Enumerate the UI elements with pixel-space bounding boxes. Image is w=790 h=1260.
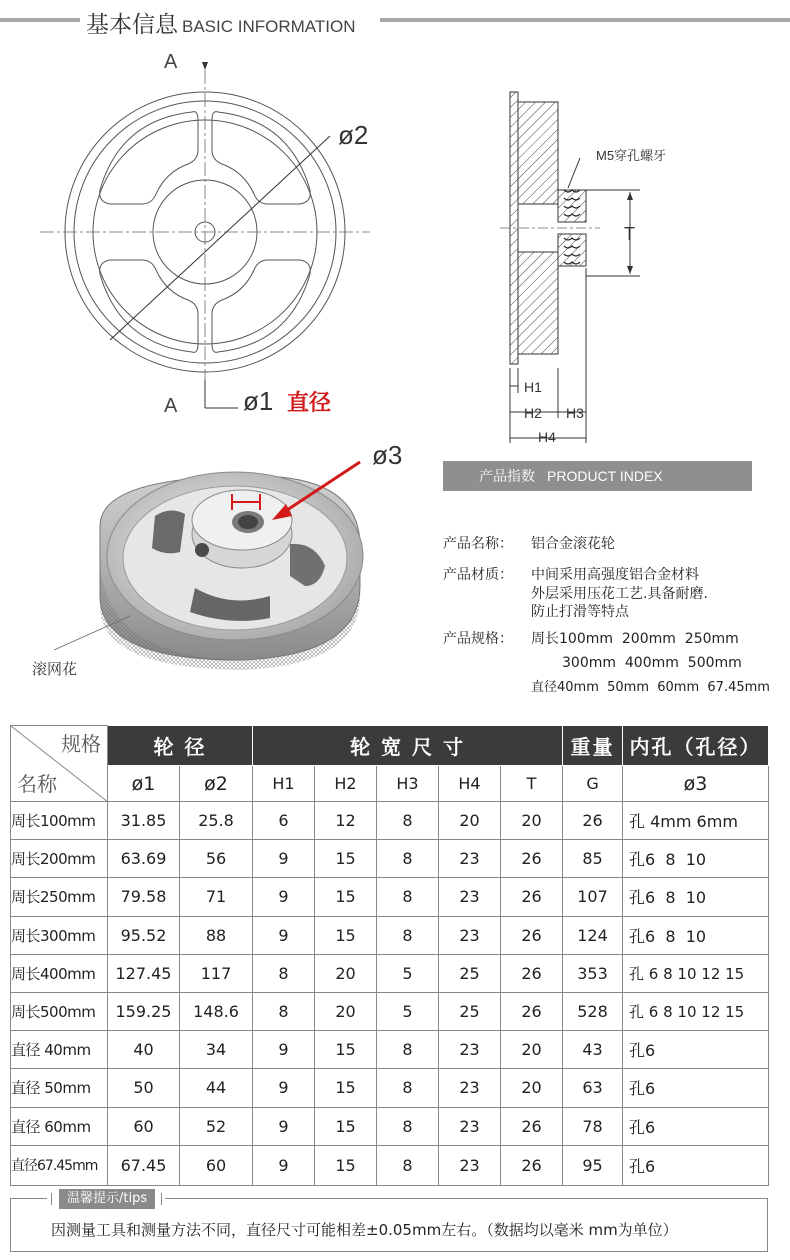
cell-h2: 15 (315, 840, 377, 878)
cell-t: 20 (501, 1031, 563, 1069)
corner-cell (11, 726, 108, 802)
cell-t: 20 (501, 802, 563, 840)
cell-phi3: 孔6 (623, 1069, 769, 1107)
cell-t: 26 (501, 992, 563, 1030)
cell-h4: 23 (439, 916, 501, 954)
cell-phi1: 31.85 (108, 802, 180, 840)
table-row (11, 1107, 769, 1145)
tips-tick-right (161, 1193, 162, 1205)
tips-text: 因测量工具和测量方法不同，直径尺寸可能相差±0.05mm左右。（数据均以毫米 mm为单位） (51, 1221, 678, 1239)
cell-h4: 23 (439, 1107, 501, 1145)
row-name: 周长500mm (11, 992, 108, 1030)
cell-phi1: 79.58 (108, 878, 180, 916)
group-header-diameter: 轮 径 (108, 726, 253, 766)
wheel-front-view (0, 40, 420, 420)
h2-label: H2 (524, 405, 542, 421)
cell-h2: 15 (315, 878, 377, 916)
group-header-bore: 内孔（孔径） (623, 726, 769, 766)
cell-h1: 8 (253, 992, 315, 1030)
h3-label: H3 (566, 405, 584, 421)
group-header-weight: 重量 (563, 726, 623, 766)
phi1-note: 直径 (287, 390, 332, 415)
table-row (11, 878, 769, 916)
cell-h4: 23 (439, 878, 501, 916)
cell-h2: 15 (315, 916, 377, 954)
header-bar-left (0, 18, 80, 22)
table-row (11, 840, 769, 878)
cell-phi3: 孔6 (623, 1107, 769, 1145)
cell-h3: 8 (377, 1031, 439, 1069)
section-label-bottom: A (164, 395, 178, 417)
cell-h4: 25 (439, 954, 501, 992)
cell-h1: 9 (253, 840, 315, 878)
tips-tag: 温馨提示/tips (59, 1189, 155, 1209)
table-row (11, 916, 769, 954)
t-label: T (624, 224, 635, 244)
cell-h3: 8 (377, 916, 439, 954)
cell-phi1: 67.45 (108, 1145, 180, 1185)
cell-phi1: 63.69 (108, 840, 180, 878)
product-spec-row-3 (531, 678, 770, 697)
cell-h4: 23 (439, 1145, 501, 1185)
product-name-label: 产品名称： (443, 536, 513, 552)
product-material-line1: 中间采用高强度铝合金材料 (531, 567, 699, 583)
wheel-illustration (20, 436, 430, 700)
row-name: 周长250mm (11, 878, 108, 916)
sub-header-phi3: ø3 (623, 766, 769, 802)
cell-phi1: 127.45 (108, 954, 180, 992)
cell-phi1: 50 (108, 1069, 180, 1107)
cell-t: 26 (501, 840, 563, 878)
cell-phi2: 44 (180, 1069, 253, 1107)
knurl-note: 滚网花 (32, 660, 78, 678)
row-name: 周长100mm (11, 802, 108, 840)
cell-phi2: 56 (180, 840, 253, 878)
sub-header-g: G (563, 766, 623, 802)
cell-h1: 9 (253, 1107, 315, 1145)
h1-label: H1 (524, 379, 542, 395)
cell-h2: 20 (315, 954, 377, 992)
cell-phi3: 孔6 8 10 (623, 916, 769, 954)
cell-h4: 25 (439, 992, 501, 1030)
cell-g: 63 (563, 1069, 623, 1107)
product-spec-row (443, 630, 739, 649)
row-name: 直径 40mm (11, 1031, 108, 1069)
cell-g: 528 (563, 992, 623, 1030)
sub-header-h2: H2 (315, 766, 377, 802)
wheel-section-view (480, 88, 680, 448)
cell-g: 124 (563, 916, 623, 954)
product-index-title-cn: 产品指数 (479, 469, 535, 485)
cell-h4: 23 (439, 840, 501, 878)
cell-h1: 9 (253, 1069, 315, 1107)
sub-header-phi1: ø1 (108, 766, 180, 802)
cell-phi3: 孔 6 8 10 12 15 (623, 992, 769, 1030)
product-spec-line3: 直径40mm 50mm 60mm 67.45mm (531, 680, 770, 695)
phi3-label: ø3 (372, 440, 403, 470)
product-material-line2: 外层采用压花工艺.具备耐磨. (531, 586, 708, 602)
cell-g: 78 (563, 1107, 623, 1145)
table-row (11, 1069, 769, 1107)
product-spec-line1: 周长100mm 200mm 250mm (531, 631, 739, 647)
table-row (11, 954, 769, 992)
section-title (86, 6, 355, 39)
cell-h4: 23 (439, 1069, 501, 1107)
product-material-line3: 防止打滑等特点 (531, 604, 629, 620)
product-material-row-3 (531, 603, 629, 622)
section-title-cn: 基本信息 (86, 12, 178, 38)
table-row (11, 802, 769, 840)
cell-phi3: 孔6 8 10 (623, 878, 769, 916)
cell-phi2: 71 (180, 878, 253, 916)
cell-g: 26 (563, 802, 623, 840)
sub-header-h4: H4 (439, 766, 501, 802)
row-name: 周长400mm (11, 954, 108, 992)
cell-h3: 5 (377, 954, 439, 992)
product-name-value: 铝合金滚花轮 (531, 536, 615, 552)
cell-phi2: 117 (180, 954, 253, 992)
cell-t: 26 (501, 954, 563, 992)
cell-h3: 8 (377, 840, 439, 878)
cell-h2: 15 (315, 1145, 377, 1185)
product-spec-line2: 300mm 400mm 500mm (562, 655, 742, 671)
cell-phi1: 60 (108, 1107, 180, 1145)
product-index-bar (443, 461, 752, 491)
table-row (11, 992, 769, 1030)
product-spec-row-2 (562, 654, 742, 673)
cell-phi3: 孔 6 8 10 12 15 (623, 954, 769, 992)
m5-note: M5穿孔螺牙 (596, 148, 667, 163)
sub-header-h3: H3 (377, 766, 439, 802)
sub-header-phi2: ø2 (180, 766, 253, 802)
cell-phi2: 52 (180, 1107, 253, 1145)
header-bar-right (380, 18, 790, 22)
product-material-label: 产品材质： (443, 567, 513, 583)
cell-phi1: 159.25 (108, 992, 180, 1030)
tips-box (10, 1191, 768, 1252)
product-name-row (443, 535, 615, 554)
phi1-label: ø1 (243, 386, 274, 416)
table-row (11, 1031, 769, 1069)
section-title-en: BASIC INFORMATION (182, 17, 356, 36)
row-name: 周长300mm (11, 916, 108, 954)
cell-phi3: 孔6 (623, 1145, 769, 1185)
cell-phi2: 25.8 (180, 802, 253, 840)
row-name: 周长200mm (11, 840, 108, 878)
cell-h2: 15 (315, 1069, 377, 1107)
cell-phi2: 34 (180, 1031, 253, 1069)
section-label-top: A (164, 51, 178, 73)
cell-h3: 8 (377, 802, 439, 840)
cell-h2: 15 (315, 1031, 377, 1069)
cell-phi2: 148.6 (180, 992, 253, 1030)
cell-h3: 8 (377, 878, 439, 916)
corner-top-label: 规格 (61, 732, 101, 756)
cell-h2: 20 (315, 992, 377, 1030)
cell-phi2: 88 (180, 916, 253, 954)
spec-table (10, 725, 769, 1186)
cell-t: 20 (501, 1069, 563, 1107)
group-header-width: 轮 宽 尺 寸 (253, 726, 563, 766)
cell-g: 95 (563, 1145, 623, 1185)
sub-header-h1: H1 (253, 766, 315, 802)
cell-h3: 8 (377, 1145, 439, 1185)
cell-h1: 6 (253, 802, 315, 840)
cell-g: 85 (563, 840, 623, 878)
product-material-row-2 (531, 585, 708, 604)
row-name: 直径 60mm (11, 1107, 108, 1145)
table-row (11, 1145, 769, 1185)
cell-h1: 9 (253, 1145, 315, 1185)
cell-g: 43 (563, 1031, 623, 1069)
cell-phi2: 60 (180, 1145, 253, 1185)
row-name: 直径 50mm (11, 1069, 108, 1107)
spec-table-body (11, 802, 769, 1186)
cell-t: 26 (501, 878, 563, 916)
cell-h3: 8 (377, 1107, 439, 1145)
cell-t: 26 (501, 1145, 563, 1185)
cell-h3: 8 (377, 1069, 439, 1107)
product-index-title-en: PRODUCT INDEX (547, 468, 663, 484)
cell-h2: 12 (315, 802, 377, 840)
cell-h4: 20 (439, 802, 501, 840)
cell-phi1: 40 (108, 1031, 180, 1069)
row-name: 直径67.45mm (11, 1145, 108, 1185)
cell-h1: 9 (253, 878, 315, 916)
tips-tick-left (51, 1193, 52, 1205)
cell-h1: 9 (253, 916, 315, 954)
cell-h1: 8 (253, 954, 315, 992)
product-material-row (443, 566, 699, 585)
product-spec-label: 产品规格： (443, 631, 513, 647)
sub-header-t: T (501, 766, 563, 802)
phi2-label: ø2 (338, 120, 369, 150)
cell-phi3: 孔6 8 10 (623, 840, 769, 878)
cell-h1: 9 (253, 1031, 315, 1069)
cell-h3: 5 (377, 992, 439, 1030)
cell-t: 26 (501, 1107, 563, 1145)
cell-t: 26 (501, 916, 563, 954)
cell-g: 353 (563, 954, 623, 992)
cell-h2: 15 (315, 1107, 377, 1145)
cell-phi3: 孔 4mm 6mm (623, 802, 769, 840)
corner-bottom-label: 名称 (17, 772, 57, 796)
cell-phi1: 95.52 (108, 916, 180, 954)
cell-g: 107 (563, 878, 623, 916)
cell-phi3: 孔6 (623, 1031, 769, 1069)
h4-label: H4 (538, 429, 556, 445)
cell-h4: 23 (439, 1031, 501, 1069)
